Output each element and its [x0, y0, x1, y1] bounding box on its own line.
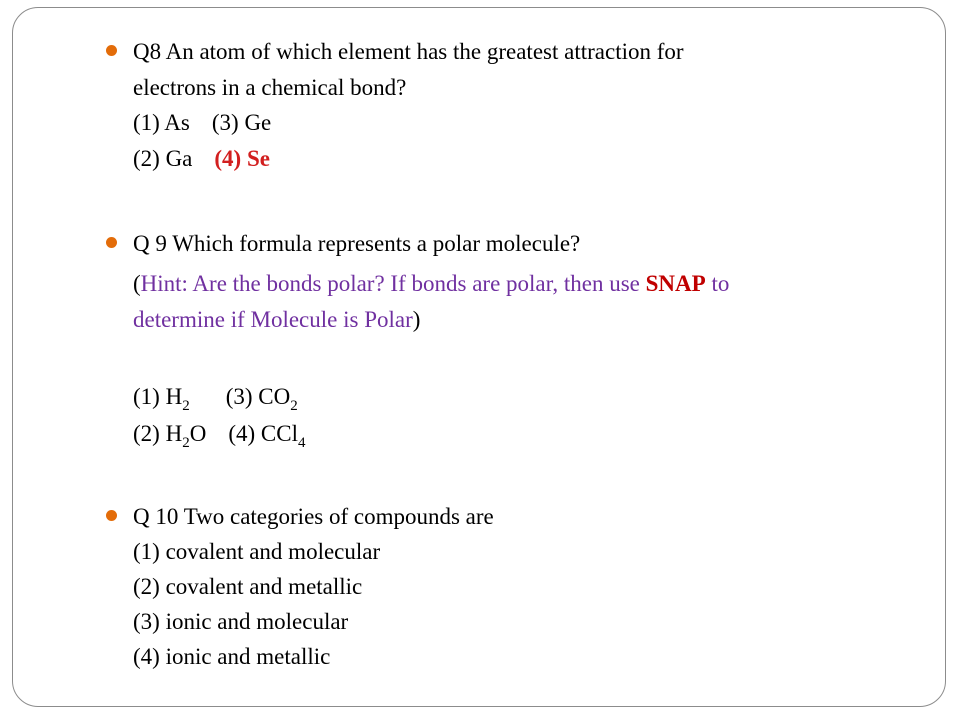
q9-hint-text-1: Hint: Are the bonds polar? If bonds are polar, then use: [140, 271, 646, 296]
q9-option-2: (2) $H_2O$: [133, 421, 207, 451]
q9-options-row2: [133, 420, 306, 451]
q8-option-3: (3) Ge: [211, 110, 272, 135]
q9-options-row1: [133, 383, 298, 414]
q9-hint-line1: [133, 270, 729, 298]
bullet-q8-icon: [106, 45, 117, 56]
q8-options-row2: [133, 145, 270, 173]
bullet-q10-icon: [106, 510, 117, 521]
q8-question-line2: electrons in a chemical bond?: [133, 75, 407, 100]
q8-option-1: (1) As: [133, 110, 190, 135]
q9-option-1: (1) $H_2$: [133, 384, 190, 414]
q10-option-4: (4) ionic and metallic: [133, 644, 331, 669]
bullet-q9-icon: [106, 237, 117, 248]
q9-option-4: (4) CCl$_4$: [228, 421, 306, 451]
q10-option-3: (3) ionic and molecular: [133, 609, 349, 634]
q9-hint-text-2: to: [705, 271, 730, 296]
q9-hint-line2: [133, 306, 420, 334]
q9-question: Q 9 Which formula represents a polar molecule?: [133, 231, 581, 256]
q9-hint-open-paren: (: [133, 271, 141, 296]
q10-option-1: (1) covalent and molecular: [133, 539, 381, 564]
q9-option-3: (3) $CO_2$: [225, 384, 298, 414]
q9-hint-snap: SNAP: [645, 271, 706, 296]
q10-option-2: (2) covalent and metallic: [133, 574, 363, 599]
q9-hint-close-paren: ): [412, 307, 421, 332]
q9-hint-text-3: determine if Molecule is Polar: [133, 307, 413, 332]
q8-question-line1: Q8 An atom of which element has the greatest attraction for: [133, 39, 684, 64]
q8-option-2: (2) Ga: [133, 146, 193, 171]
q8-correct-answer: (4) Se: [214, 146, 270, 171]
q10-question: Q 10 Two categories of compounds are: [133, 504, 494, 529]
q8-options-row1: [133, 109, 271, 137]
